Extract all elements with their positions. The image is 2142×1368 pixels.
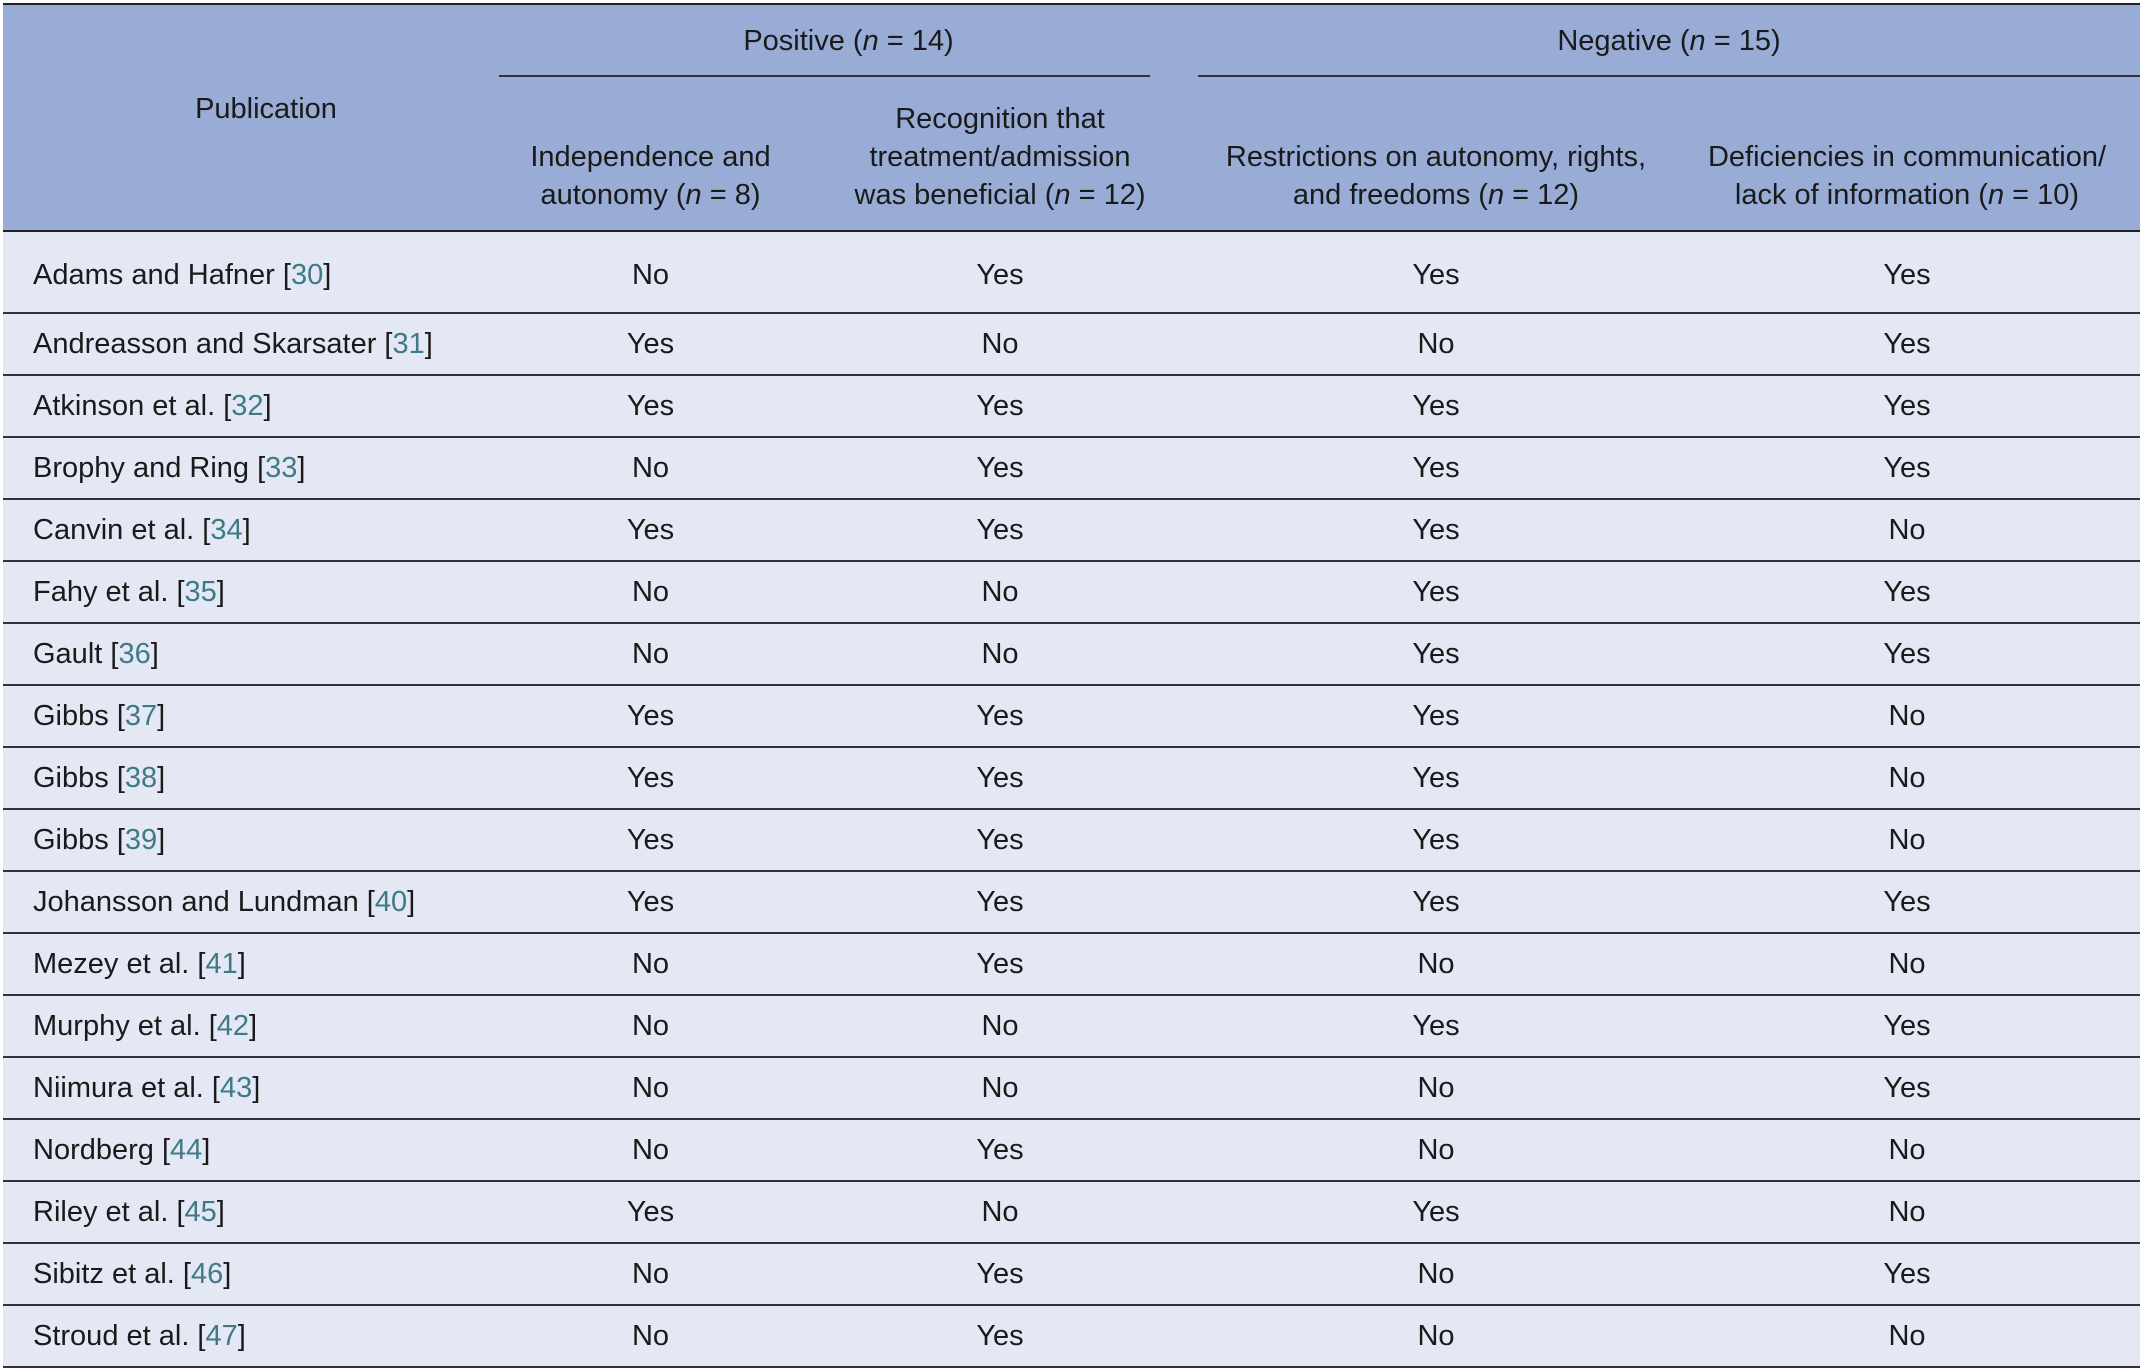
publication-cell: Atkinson et al. [32] [3, 375, 499, 437]
reference-link[interactable]: 40 [374, 885, 408, 918]
recognition-cell: Yes [802, 437, 1198, 499]
table-row [3, 1305, 2140, 1367]
reference-link[interactable]: 39 [124, 823, 158, 856]
restrictions-cell: Yes [1198, 1181, 1674, 1243]
publication-name: Gault [33, 637, 103, 670]
independence-cell: Yes [499, 747, 802, 809]
independence-cell: No [499, 1057, 802, 1119]
column-header-independence: Independence and autonomy (n = 8) [499, 77, 802, 231]
restrictions-cell: Yes [1198, 809, 1674, 871]
restrictions-cell: Yes [1198, 231, 1674, 313]
recognition-cell: No [802, 1181, 1198, 1243]
publication-header-label: Publication [195, 93, 337, 125]
publication-table [3, 3, 2140, 1368]
deficiencies-cell: Yes [1674, 375, 2140, 437]
deficiencies-cell: No [1674, 809, 2140, 871]
reference-link[interactable]: 30 [290, 258, 324, 291]
publication-name: Stroud et al. [33, 1319, 190, 1352]
group-header-row [3, 4, 2140, 77]
independence-cell: Yes [499, 685, 802, 747]
publication-name: Adams and Hafner [33, 258, 275, 291]
independence-cell: Yes [499, 375, 802, 437]
restrictions-cell: No [1198, 933, 1674, 995]
restrictions-cell: No [1198, 1119, 1674, 1181]
publication-table-container [3, 3, 2140, 1368]
table-row [3, 1119, 2140, 1181]
restrictions-cell: Yes [1198, 685, 1674, 747]
column-header-recognition: Recognition that treatment/admission was beneficial (n = 12) [802, 77, 1198, 231]
recognition-cell: No [802, 995, 1198, 1057]
independence-cell: Yes [499, 871, 802, 933]
restrictions-cell: Yes [1198, 375, 1674, 437]
recognition-cell: Yes [802, 685, 1198, 747]
reference-link[interactable]: 34 [210, 513, 243, 546]
publication-cell: Gault [36] [3, 623, 499, 685]
publication-name: Niimura et al. [33, 1071, 204, 1104]
table-row [3, 313, 2140, 375]
deficiencies-cell: No [1674, 499, 2140, 561]
recognition-cell: Yes [802, 1305, 1198, 1367]
publication-name: Nordberg [33, 1133, 154, 1166]
publication-cell: Adams and Hafner [30] [3, 231, 499, 313]
recognition-cell: Yes [802, 1243, 1198, 1305]
deficiencies-cell: Yes [1674, 1243, 2140, 1305]
recognition-cell: Yes [802, 499, 1198, 561]
deficiencies-cell: Yes [1674, 995, 2140, 1057]
publication-name: Brophy and Ring [33, 451, 250, 484]
table-row [3, 747, 2140, 809]
table-header [3, 4, 2140, 231]
deficiencies-cell: No [1674, 1181, 2140, 1243]
table-row [3, 1057, 2140, 1119]
reference-link[interactable]: 41 [205, 947, 238, 980]
restrictions-cell: Yes [1198, 561, 1674, 623]
table-row [3, 871, 2140, 933]
deficiencies-cell: No [1674, 747, 2140, 809]
deficiencies-cell: No [1674, 1119, 2140, 1181]
publication-name: Gibbs [33, 823, 109, 856]
publication-cell: Riley et al. [45] [3, 1181, 499, 1243]
independence-cell: Yes [499, 499, 802, 561]
negative-group-label: Negative (n = 15) [1557, 24, 1781, 57]
table-row [3, 809, 2140, 871]
publication-cell: Andreasson and Skarsater [31] [3, 313, 499, 375]
publication-name: Atkinson et al. [33, 389, 216, 422]
recognition-cell: No [802, 1057, 1198, 1119]
deficiencies-cell: No [1674, 685, 2140, 747]
reference-link[interactable]: 31 [392, 327, 425, 360]
table-row [3, 933, 2140, 995]
publication-cell: Johansson and Lundman [40] [3, 871, 499, 933]
positive-group-label: Positive (n = 14) [743, 24, 954, 57]
independence-cell: No [499, 623, 802, 685]
reference-link[interactable]: 44 [170, 1133, 203, 1166]
restrictions-cell: Yes [1198, 623, 1674, 685]
table-row [3, 995, 2140, 1057]
reference-link[interactable]: 33 [265, 451, 298, 484]
recognition-cell: Yes [802, 871, 1198, 933]
deficiencies-cell: Yes [1674, 437, 2140, 499]
publication-name: Johansson and Lundman [33, 885, 359, 918]
independence-cell: No [499, 561, 802, 623]
table-row [3, 623, 2140, 685]
reference-link[interactable]: 37 [124, 699, 158, 732]
table-row [3, 561, 2140, 623]
table-row [3, 1181, 2140, 1243]
independence-cell: No [499, 437, 802, 499]
publication-name: Riley et al. [33, 1195, 169, 1228]
publication-cell: Gibbs [38] [3, 747, 499, 809]
table-row [3, 231, 2140, 313]
independence-cell: No [499, 231, 802, 313]
reference-link[interactable]: 43 [219, 1071, 253, 1104]
restrictions-cell: No [1198, 313, 1674, 375]
independence-cell: No [499, 1119, 802, 1181]
publication-name: Canvin et al. [33, 513, 195, 546]
publication-column-header [3, 4, 499, 231]
reference-link[interactable]: 36 [118, 637, 151, 670]
deficiencies-cell: Yes [1674, 871, 2140, 933]
publication-name: Mezey et al. [33, 947, 190, 980]
publication-cell: Brophy and Ring [33] [3, 437, 499, 499]
deficiencies-cell: Yes [1674, 1057, 2140, 1119]
recognition-cell: No [802, 313, 1198, 375]
table-row [3, 685, 2140, 747]
publication-name: Fahy et al. [33, 575, 169, 608]
deficiencies-cell: Yes [1674, 231, 2140, 313]
publication-cell: Niimura et al. [43] [3, 1057, 499, 1119]
deficiencies-cell: Yes [1674, 623, 2140, 685]
recognition-cell: Yes [802, 747, 1198, 809]
deficiencies-cell: No [1674, 933, 2140, 995]
table-row [3, 499, 2140, 561]
recognition-cell: No [802, 561, 1198, 623]
reference-link[interactable]: 35 [184, 575, 217, 608]
positive-group-rule [499, 75, 1150, 77]
table-row [3, 375, 2140, 437]
publication-cell: Stroud et al. [47] [3, 1305, 499, 1367]
column-header-restrictions: Restrictions on autonomy, rights, and freedoms (n = 12) [1198, 77, 1674, 231]
positive-group-header [499, 4, 1198, 77]
restrictions-cell: No [1198, 1305, 1674, 1367]
table-body [3, 231, 2140, 1367]
restrictions-cell: Yes [1198, 499, 1674, 561]
table-row [3, 1243, 2140, 1305]
recognition-cell: Yes [802, 375, 1198, 437]
recognition-cell: Yes [802, 1119, 1198, 1181]
independence-cell: No [499, 933, 802, 995]
publication-name: Murphy et al. [33, 1009, 201, 1042]
publication-name: Andreasson and Skarsater [33, 327, 377, 360]
independence-cell: No [499, 1243, 802, 1305]
negative-group-header [1198, 4, 2140, 77]
column-header-deficiencies: Deficiencies in communication/ lack of information (n = 10) [1674, 77, 2140, 231]
independence-cell: Yes [499, 313, 802, 375]
independence-cell: No [499, 1305, 802, 1367]
independence-cell: Yes [499, 809, 802, 871]
reference-link[interactable]: 45 [184, 1195, 217, 1228]
deficiencies-cell: No [1674, 1305, 2140, 1367]
publication-cell: Fahy et al. [35] [3, 561, 499, 623]
publication-cell: Murphy et al. [42] [3, 995, 499, 1057]
publication-cell: Gibbs [37] [3, 685, 499, 747]
publication-name: Gibbs [33, 699, 109, 732]
deficiencies-cell: Yes [1674, 561, 2140, 623]
deficiencies-cell: Yes [1674, 313, 2140, 375]
reference-link[interactable]: 47 [205, 1319, 238, 1352]
recognition-cell: Yes [802, 809, 1198, 871]
publication-cell: Mezey et al. [41] [3, 933, 499, 995]
publication-cell: Sibitz et al. [46] [3, 1243, 499, 1305]
reference-link[interactable]: 42 [216, 1009, 250, 1042]
restrictions-cell: Yes [1198, 995, 1674, 1057]
publication-cell: Canvin et al. [34] [3, 499, 499, 561]
restrictions-cell: No [1198, 1057, 1674, 1119]
restrictions-cell: Yes [1198, 437, 1674, 499]
independence-cell: No [499, 995, 802, 1057]
reference-link[interactable]: 46 [190, 1257, 224, 1290]
publication-name: Sibitz et al. [33, 1257, 175, 1290]
independence-cell: Yes [499, 1181, 802, 1243]
reference-link[interactable]: 38 [124, 761, 158, 794]
recognition-cell: Yes [802, 933, 1198, 995]
publication-cell: Gibbs [39] [3, 809, 499, 871]
negative-group-rule [1198, 75, 2140, 77]
table-row [3, 437, 2140, 499]
restrictions-cell: Yes [1198, 747, 1674, 809]
reference-link[interactable]: 32 [231, 389, 264, 422]
publication-name: Gibbs [33, 761, 109, 794]
recognition-cell: No [802, 623, 1198, 685]
restrictions-cell: Yes [1198, 871, 1674, 933]
restrictions-cell: No [1198, 1243, 1674, 1305]
publication-cell: Nordberg [44] [3, 1119, 499, 1181]
recognition-cell: Yes [802, 231, 1198, 313]
